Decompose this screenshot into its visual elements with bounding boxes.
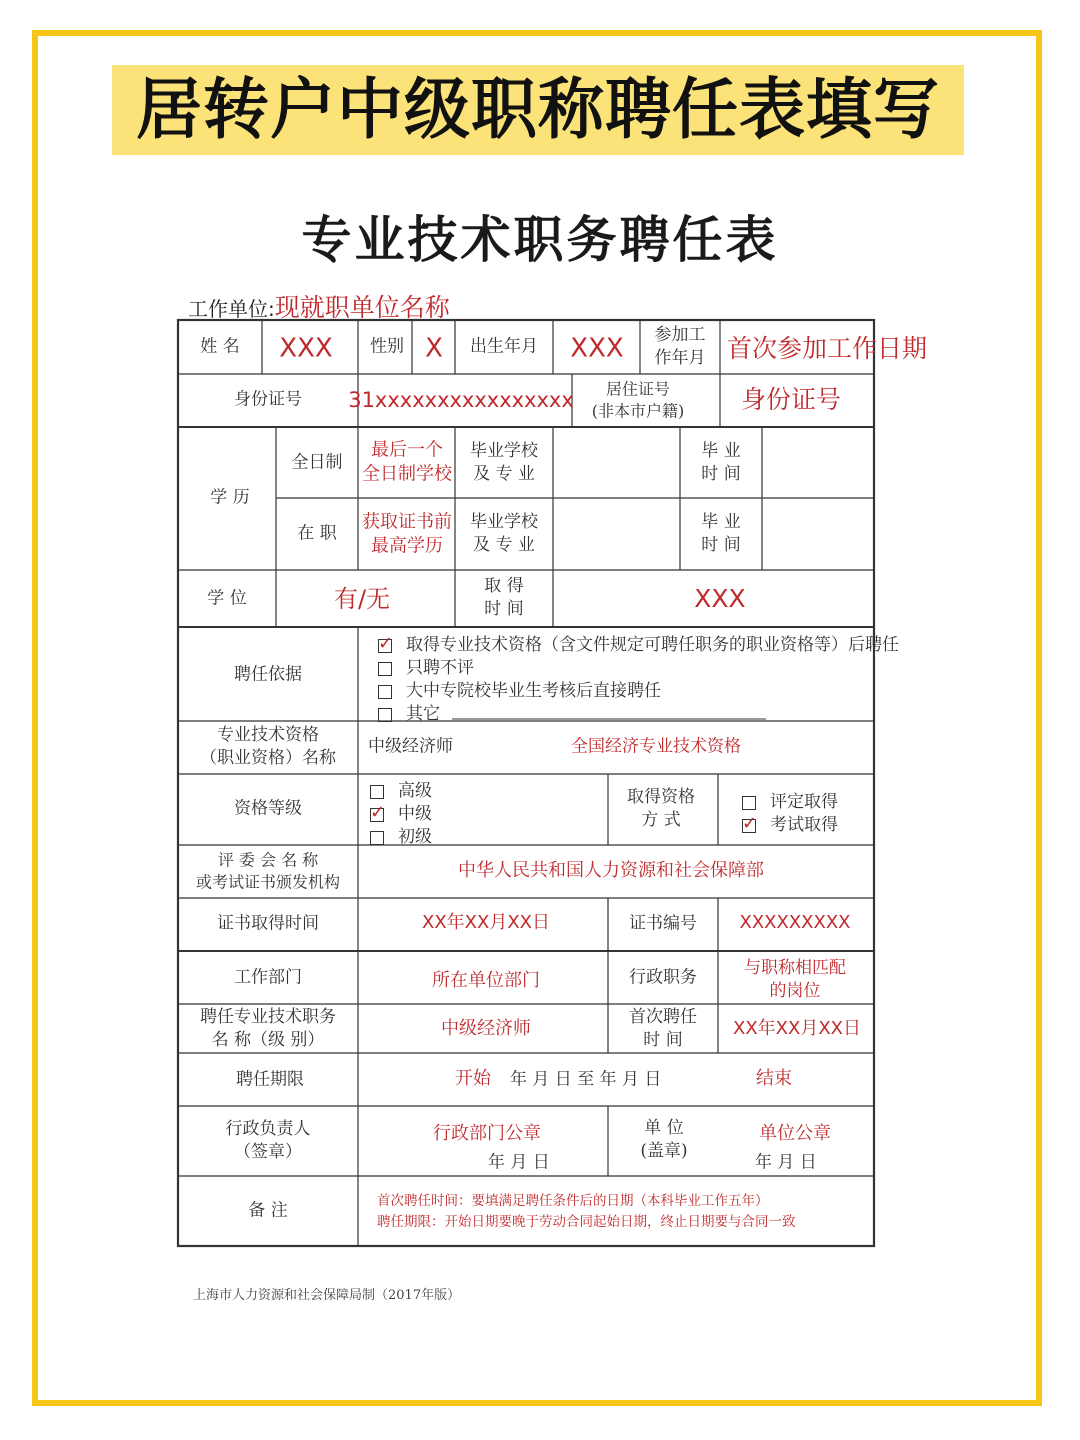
first-hire-label-line2: 时 间 [643, 1030, 683, 1050]
committee-value: 中华人民共和国人力资源和社会保障部 [458, 859, 764, 881]
qual-method-option-label: 评定取得 [770, 792, 838, 812]
qual-method-label [627, 786, 695, 832]
checkbox-icon[interactable] [370, 785, 384, 799]
fulltime-label: 全日制 [291, 452, 343, 473]
title-name-label-line1: 聘任专业技术职务 [200, 1007, 336, 1028]
term-dates: 年 月 日 至 年 月 日 [510, 1069, 662, 1090]
inservice-value-line2: 最高学历 [371, 536, 443, 557]
name-value: XXX [279, 333, 333, 364]
cert-no-label: 证书编号 [629, 913, 697, 934]
basis-option-label: 只聘不评 [406, 658, 474, 678]
basis-option-label: 其它 [406, 704, 440, 724]
degree-time-label-line2: 时 间 [484, 599, 524, 619]
basis-option[interactable] [378, 630, 899, 655]
inservice-value [362, 511, 452, 560]
degree-label: 学 位 [207, 588, 247, 609]
committee-label [196, 849, 340, 892]
basis-option[interactable] [378, 676, 661, 701]
title-name-value: 中级经济师 [441, 1017, 531, 1039]
degree-time-label [484, 575, 523, 621]
fulltime-school-label [470, 440, 538, 486]
degree-time-value: XXX [694, 584, 746, 614]
degree-value: 有/无 [333, 584, 391, 613]
inservice-school-label-line2: 及 专 业 [473, 535, 535, 555]
unit-seal-label-line1: 单 位 [644, 1118, 684, 1139]
admin-sign-label [226, 1118, 311, 1164]
residence-label-line2: (非本市户籍) [591, 401, 685, 420]
inservice-grad-time-label-line2: 时 间 [701, 535, 741, 555]
basis-option[interactable] [378, 699, 440, 724]
degree-time-label-line1: 取 得 [484, 576, 524, 597]
qual-method-label-line1: 取得资格 [627, 787, 695, 808]
basis-option[interactable] [378, 653, 474, 678]
admin-sign-label-line1: 行政负责人 [225, 1119, 311, 1140]
dept-value: 所在单位部门 [432, 969, 540, 991]
admin-sign-value: 行政部门公章 [433, 1122, 541, 1144]
first-hire-label-line1: 首次聘任 [629, 1007, 697, 1028]
basis-option-label: 取得专业技术资格（含文件规定可聘任职务的职业资格等）后聘任 [406, 635, 899, 655]
qual-method-label-line2: 方 式 [641, 810, 681, 830]
qual-level-label: 资格等级 [234, 798, 302, 819]
checkbox-checked-icon[interactable] [370, 808, 384, 822]
admin-post-value-line1: 与职称相匹配 [744, 958, 846, 979]
inservice-school-label [470, 511, 538, 557]
qual-level-option-label: 高级 [398, 781, 432, 801]
term-label: 聘任期限 [236, 1069, 304, 1090]
birth-value: XXX [570, 333, 624, 364]
checkbox-checked-icon[interactable] [742, 819, 756, 833]
qual-level-option-label: 初级 [398, 827, 432, 847]
qual-name-label-line2: （职业资格）名称 [200, 748, 336, 768]
qual-name-note: 全国经济专业技术资格 [571, 736, 741, 757]
fulltime-school-label-line1: 毕业学校 [470, 441, 538, 462]
admin-post-label: 行政职务 [629, 967, 697, 988]
id-value: 31xxxxxxxxxxxxxxxx [348, 387, 574, 412]
work-start-label-line2: 作年月 [654, 348, 706, 368]
qual-name-label [200, 724, 336, 770]
qual-method-option[interactable] [742, 787, 838, 812]
qual-method-option-label: 考试取得 [770, 815, 838, 835]
fulltime-value [362, 439, 452, 488]
title-name-label [200, 1006, 336, 1052]
inservice-school-label-line1: 毕业学校 [470, 512, 538, 533]
remarks-label: 备 注 [248, 1200, 288, 1221]
committee-label-line1: 评 委 会 名 称 [217, 850, 319, 870]
birth-label: 出生年月 [470, 336, 538, 357]
remarks-line: 首次聘任时间：要填满足聘任条件后的日期（本科毕业工作五年） [377, 1193, 769, 1209]
work-start-label [655, 324, 706, 370]
cert-date-value: XX年XX月XX日 [422, 911, 550, 933]
checkbox-icon[interactable] [378, 662, 392, 676]
residence-label [592, 378, 685, 421]
education-label: 学 历 [210, 487, 250, 508]
remarks-value [377, 1191, 796, 1233]
title-name-label-line2: 名 称（级 别） [211, 1030, 325, 1050]
fulltime-value-line2: 全日制学校 [362, 464, 452, 485]
qual-level-option[interactable] [370, 822, 432, 847]
inservice-label: 在 职 [297, 523, 337, 544]
dept-label: 工作部门 [234, 967, 302, 988]
checkbox-icon[interactable] [742, 796, 756, 810]
checkbox-icon[interactable] [378, 685, 392, 699]
first-hire-label [629, 1006, 697, 1052]
term-end: 结束 [756, 1067, 792, 1089]
admin-sign-date: 年 月 日 [488, 1152, 550, 1173]
id-label: 身份证号 [234, 389, 302, 410]
qual-name-label-line1: 专业技术资格 [217, 725, 319, 746]
term-start: 开始 [455, 1067, 491, 1089]
banner-title: 居转户中级职称聘任表填写 [136, 71, 940, 148]
qual-level-option[interactable] [370, 799, 432, 824]
checkbox-icon[interactable] [378, 708, 392, 722]
work-start-value: 首次参加工作日期 [727, 334, 928, 364]
inservice-grad-time-label-line1: 毕 业 [701, 512, 741, 533]
residence-label-line1: 居住证号 [605, 379, 670, 399]
form-title: 专业技术职务聘任表 [301, 211, 779, 269]
gender-label: 性别 [370, 336, 404, 357]
gender-value: X [425, 333, 443, 364]
fulltime-grad-time-label-line1: 毕 业 [701, 441, 741, 462]
admin-post-value [744, 957, 846, 1003]
qual-name-value: 中级经济师 [368, 736, 453, 757]
qual-level-option-label: 中级 [398, 804, 432, 824]
work-unit-value: 现就职单位名称 [274, 293, 450, 322]
work-start-label-line1: 参加工 [654, 325, 706, 346]
qual-level-option[interactable] [370, 776, 432, 801]
cert-no-value: XXXXXXXXX [739, 911, 851, 933]
remarks-line: 聘任期限：开始日期要晚于劳动合同起始日期，终止日期要与合同一致 [377, 1214, 796, 1230]
cert-date-label: 证书取得时间 [217, 913, 319, 934]
basis-label: 聘任依据 [234, 664, 302, 685]
admin-post-value-line2: 的岗位 [769, 981, 821, 1001]
fulltime-grad-time-label-line2: 时 间 [701, 464, 741, 484]
fulltime-value-line1: 最后一个 [371, 439, 443, 461]
inservice-grad-time-label [701, 511, 740, 557]
basis-option-label: 大中专院校毕业生考核后直接聘任 [406, 681, 661, 701]
footer-note: 上海市人力资源和社会保障局制（2017年版） [193, 1288, 461, 1303]
first-hire-value: XX年XX月XX日 [733, 1017, 861, 1039]
work-unit-label: 工作单位: [188, 297, 275, 321]
checkbox-icon[interactable] [370, 831, 384, 845]
residence-value: 身份证号 [740, 385, 842, 415]
committee-label-line2: 或考试证书颁发机构 [195, 872, 341, 891]
unit-seal-label-line2: (盖章) [640, 1141, 688, 1161]
checkbox-checked-icon[interactable] [378, 639, 392, 653]
fulltime-school-label-line2: 及 专 业 [473, 464, 535, 484]
unit-seal-value: 单位公章 [759, 1122, 831, 1144]
qual-method-option[interactable] [742, 810, 838, 835]
fulltime-grad-time-label [701, 440, 740, 486]
unit-seal-label [640, 1117, 687, 1163]
admin-sign-label-line2: （签章） [234, 1142, 302, 1162]
inservice-value-line1: 获取证书前 [362, 511, 452, 533]
unit-seal-date: 年 月 日 [755, 1152, 817, 1173]
name-label: 姓 名 [200, 336, 240, 357]
